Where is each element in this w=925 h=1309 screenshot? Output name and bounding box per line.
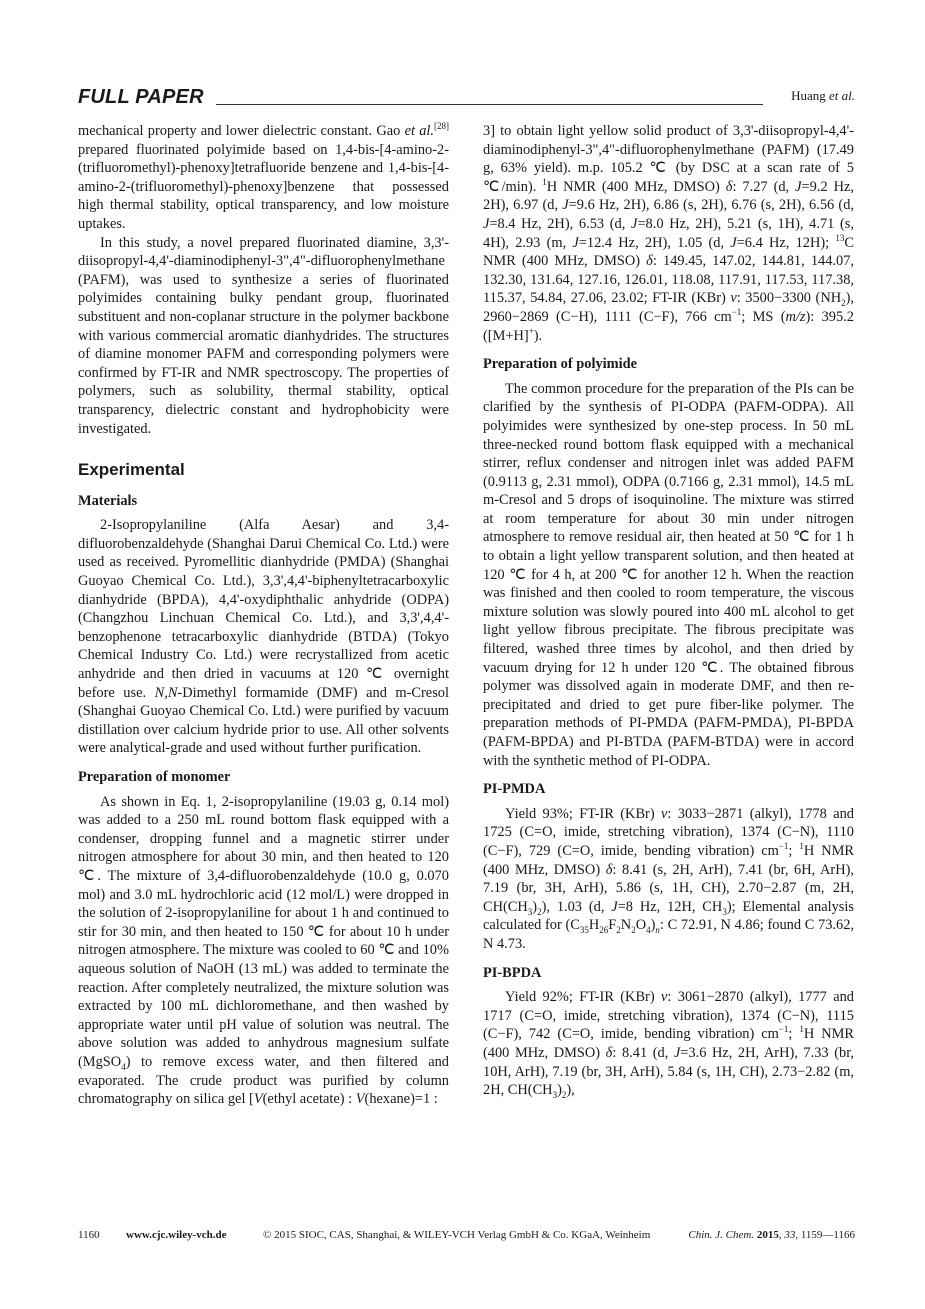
monomer-paragraph: As shown in Eq. 1, 2-isopropylaniline (19.03 g, 0.14 mol) was added to a 250 mL round bottom flask equipped with a condenser, dropping funnel and a magnetic stirrer under nitrogen atmosphere for about 30 min, and then heated to 120 ℃. The mixture of 3,4-difluorobenzaldehyde (10.0 g, 0.070 mol) and 3.0 mL hydrochloric acid (12 mol/L) were dropped in the solution of 2-isopropylaniline for about 1 h and continued to stir for 30 min, and then heated to 150 ℃ for about 10 h under nitrogen atmosphere. The mixture was cooled to 60 ℃ and 10% aqueous solution of NaOH (13 mL) was added to terminate the reaction. After completely neutralized, the mixture solution was extracted by 100 mL dichloromethane, and then washed by appropriate water until pH value of solution was neutral. The above solution was added to anhydrous magnesium sulfate (MgSO$_4$) to remove excess water, and then filtered and evaporated. The crude product was purified by column chromatography on silica gel [V(ethyl acetate) : V(hexane)=1 : (78, 793, 449, 1108)
monomer-heading: Preparation of monomer (78, 769, 231, 785)
running-head-section: FULL PAPER (78, 86, 204, 108)
materials-heading: Materials (78, 492, 138, 509)
header-rule (216, 104, 763, 105)
pi-pmda-paragraph: Yield 93%; FT-IR (KBr) v: 3033−2871 (alkyl), 1778 and 1725 (C=O, imide, stretching vibration), 1374 (C−N), 1110 (C−F), 729 (C=O, imide, bending vibration) $cm^{-1}$; $^1$H NMR (400 MHz, DMSO) δ: 8.41 (s, 2H, ArH), 7.41 (br, 6H, ArH), 7.19 (br, 3H, ArH), 5.86 (s, 1H, CH), 2.70−2.87 (m, 2H, $CH(CH_3)_2$), 1.03 (d, J=8 Hz, 12H, $CH_3$); Elemental analysis calculated for $(C_{35}H_{26}F_2N_2O_4)_n$: C 72.91, N 4.86; found C 73.62, N 4.73. (483, 805, 855, 952)
page-header (78, 86, 855, 112)
materials-paragraph: 2-Isopropylaniline (Alfa Aesar) and 3,4-difluorobenzaldehyde (Shanghai Darui Chemical Co. Ltd.) were used as received. Pyromellitic dianhydride (PMDA) (Shanghai Guoyao Chemical Co. Ltd.), 3,3',4,4'-biphenyltetracarboxylic dianhydride (BPDA), 4,4'-oxydiphthalic anhydride (ODPA) (Changzhou Linchuan Chemical Co. Ltd.), and 3,3',4,4'-benzophenone tetracarboxylic dianhydride (BTDA) (Tokyo Chemical Industry Co. Ltd.) were recrystallized from acetic anhydride and then dried in vacuums at 120 ℃ overnight before use. N,N-Dimethyl formamide (DMF) and m-Cresol (Shanghai Guoyao Chemical Co. Ltd.) were purified by vacuum distillation over calcium hydride prior to use. All other solvents were analytical-grade and used without further purification. (78, 517, 449, 757)
right-column (483, 122, 854, 1100)
running-head-authors: Huang et al. (791, 88, 855, 103)
left-column (78, 122, 449, 1109)
polyimide-paragraph: The common procedure for the preparation of the PIs can be clarified by the synthesis of PI-ODPA (PAFM-ODPA). All polyimides were synthesized by one-step process. In 50 mL three-necked round bottom flask equipped with a mechanical stirrer, reflux condenser and nitrogen inlet was added PAFM (0.9113 g, 2.31 mmol), ODPA (0.7166 g, 2.31 mmol), 14.5 mL m-Cresol and 5 drops of isoquinoline. The mixture was stirred at room temperature for about 30 min under nitrogen atmosphere to remove residual air, then heated at 50 ℃ for 1 h to obtain a light yellow transparent solution, and then heated at 120 ℃ for 4 h, at 200 ℃ for another 12 h. When the reaction was finished and then cooled to room temperature, the viscous mixture solution was slowly poured into 400 mL alcohol to get light yellow fibrous precipitate. The fibrous precipitate was filtered, washed three times by alcohol, and then dried by vacuum drying for 12 h under 120 ℃. The obtained fibrous polymer was dissolved again in moderate DMF, and then re-precipitated and dried to get pure fiber-like polymer. The preparation methods of PI-PMDA (PAFM-PMDA), PI-BPDA (PAFM-BPDA) and PI-BTDA (PAFM-BTDA) were in accord with the synthetic method of PI-ODPA. (483, 380, 854, 769)
copyright-notice: © 2015 SIOC, CAS, Shanghai, & WILEY-VCH Verlag GmbH & Co. KGaA, Weinheim (263, 1229, 651, 1241)
pi-pmda-heading: PI-PMDA (483, 781, 546, 798)
pi-bpda-heading: PI-BPDA (483, 964, 542, 981)
monomer-characterization: 3] to obtain light yellow solid product of 3,3'-diisopropyl-4,4'-diaminodiphenyl-3",4"-difluorophenylmethane (PAFM) (17.49 g, 63% yield). m.p. 105.2 ℃ (by DSC at a scan rate of 5 ℃/min). $^1$H NMR (400 MHz, DMSO) δ: 7.27 (d, J=9.2 Hz, 2H), 6.97 (d, J=9.6 Hz, 2H), 6.86 (s, 2H), 6.76 (s, 2H), 6.56 (d, J=8.4 Hz, 2H), 6.53 (d, J=8.0 Hz, 2H), 5.21 (s, 1H), 4.71 (s, 4H), 2.93 (m, J=12.4 Hz, 2H), 1.05 (d, J=6.4 Hz, 12H); $^{13}$C NMR (400 MHz, DMSO) δ: 149.45, 147.02, 144.81, 144.07, 132.30, 131.64, 127.16, 126.01, 118.08, 117.91, 117.53, 117.38, 115.37, 54.84, 27.06, 23.02; FT-IR (KBr) v: 3500−3300 $(NH_2)$, 2960−2869 (C−H), 1111 (C−F), 766 $cm^{-1}$; MS (m/z): 395.2 ([M+H]+). (483, 123, 855, 344)
journal-website-link[interactable]: www.cjc.wiley-vch.de (126, 1229, 227, 1241)
experimental-heading: Experimental (78, 460, 185, 480)
intro-paragraph-end: mechanical property and lower dielectric constant. Gao et al.[28] prepared fluorinated polyimide based on 1,4-bis-[4-amino-2-(trifluoromethyl)-phenoxy]tetrafluoride benzene and 1,4-bis-[4-amino-2-(trifluoromethyl)-phenoxy]benzene that possessed high thermal stability, optical transparency, and low moisture uptakes. (78, 121, 449, 232)
study-paragraph: In this study, a novel prepared fluorinated diamine, 3,3'-diisopropyl-4,4'-diaminodiphenyl-3",4"-difluorophenylmethane (PAFM), was used to synthesize a series of fluorinated polyimides containing bulky pendant group, fluorinated substituent and non-coplanar structure in the polymer backbone with various commercial aromatic dianhydrides. The structures of diamine monomer PAFM and corresponding polymers were confirmed by FT-IR and NMR spectroscopy. The properties of polymers, such as solubility, thermal stability, optical transparency, dielectric constant and hydrophobicity were investigated. (78, 234, 449, 437)
page-number: 1160 (78, 1229, 100, 1241)
journal-citation: Chin. J. Chem. 2015, 33, 1159—1166 (688, 1229, 855, 1241)
polyimide-heading: Preparation of polyimide (483, 356, 638, 373)
pi-bpda-paragraph: Yield 92%; FT-IR (KBr) v: 3061−2870 (alkyl), 1777 and 1717 (C=O, imide, stretching vibration), 1374 (C−N), 1115 (C−F), 742 (C=O, imide, bending vibration) $cm^{-1}$; $^1$H NMR (400 MHz, DMSO) δ: 8.41 (d, J=3.6 Hz, 2H, ArH), 7.33 (br, 10H, ArH), 7.19 (br, 3H, ArH), 5.84 (s, 1H, CH), 2.73−2.82 (m, 2H, $CH(CH_3)_2$), (483, 989, 855, 1100)
